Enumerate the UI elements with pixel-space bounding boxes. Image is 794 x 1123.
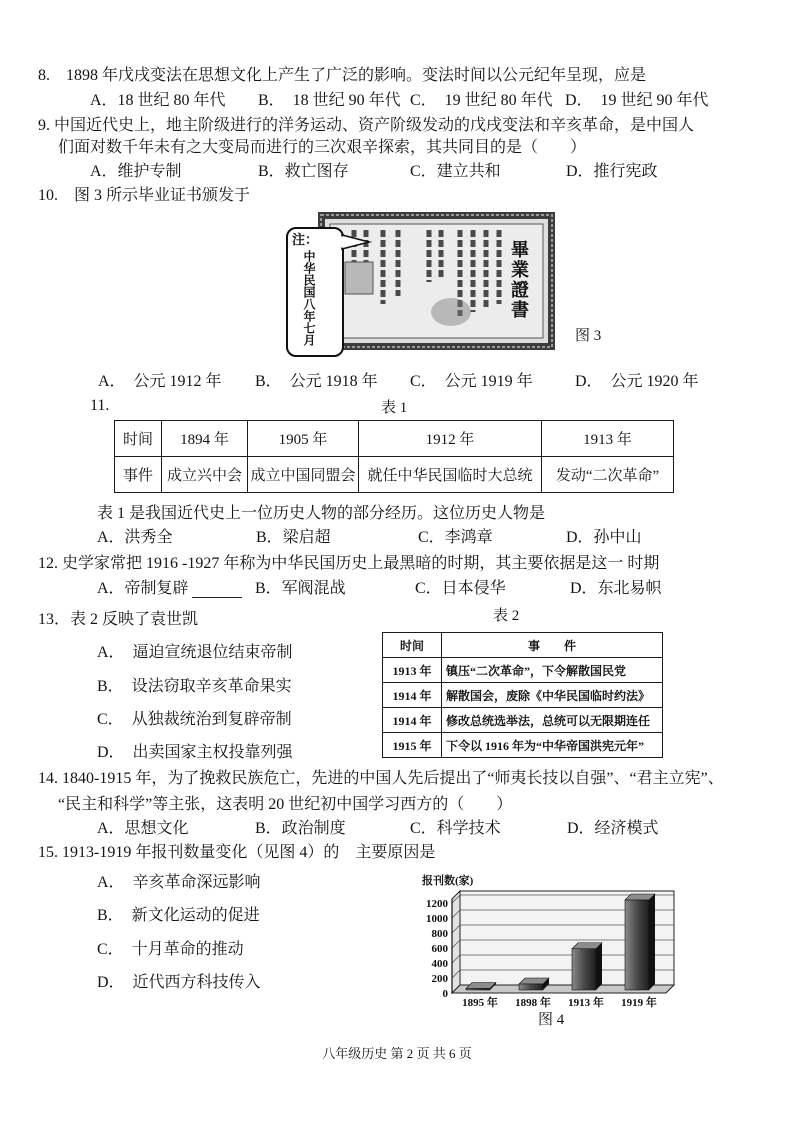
question-9-option-c: C．建立共和	[410, 163, 501, 180]
figure-4-caption: 图 4	[538, 1012, 565, 1028]
underline-blank	[192, 597, 242, 598]
table-2-row	[383, 683, 663, 708]
table-1-cell: 成立兴中会	[162, 457, 248, 493]
table-1-cell: 1912 年	[359, 421, 542, 457]
table-2-cell-event: 下令以 1916 年为“中华帝国洪宪元年”	[442, 733, 663, 758]
chart-y-tick-label: 800	[431, 928, 448, 940]
question-12-stem: 12. 史学家常把 1916 -1927 年称为中华民国历史上最黑暗的时期，其主要依据是这一 时期	[38, 555, 660, 572]
question-14-option-c: C．科学技术	[410, 820, 501, 837]
chart-y-tick-label: 1000	[426, 913, 448, 925]
question-13-option-c: C． 从独裁统治到复辟帝制	[97, 711, 292, 728]
question-15-option-c: C． 十月革命的推动	[97, 941, 244, 958]
table-2-header-time: 时间	[383, 633, 442, 658]
table-2-cell-event: 解散国会，废除《中华民国临时约法》	[442, 683, 663, 708]
chart-bar	[466, 989, 490, 991]
table-2-row	[383, 658, 663, 683]
question-13-option-a: A． 逼迫宣统退位结束帝制	[97, 644, 293, 661]
table-1-row-time	[115, 421, 674, 457]
table-1-cell: 时间	[115, 421, 162, 457]
table-2-row	[383, 733, 663, 758]
table-1-cell: 1905 年	[248, 421, 359, 457]
chart-bar	[572, 949, 596, 990]
question-10-stem: 10. 图 3 所示毕业证书颁发于	[38, 187, 251, 204]
certificate-photo	[345, 262, 373, 294]
chart-x-tick-label: 1919 年	[621, 997, 657, 1009]
question-9-option-a: A．维护专制	[90, 163, 182, 180]
question-15-option-b: B． 新文化运动的促进	[97, 907, 260, 924]
table-1-row-event	[115, 457, 674, 493]
question-15-option-a: A． 辛亥革命深远影响	[97, 874, 261, 891]
figure-3-caption: 图 3	[575, 328, 602, 344]
question-15-stem: 15. 1913-1919 年报刊数量变化（见图 4）的 主要原因是	[38, 844, 436, 861]
table-1-cell: 成立中国同盟会	[248, 457, 359, 493]
table-2-header-row	[383, 633, 663, 658]
chart-bar	[519, 984, 543, 990]
table-2-cell-time: 1914 年	[383, 708, 442, 733]
question-11-stem: 表 1 是我国近代史上一位历史人物的部分经历。这位历史人物是	[97, 505, 546, 522]
chart-y-tick-label: 600	[431, 943, 448, 955]
chart-side-wall	[452, 891, 460, 993]
question-9-option-b: B．救亡图存	[258, 163, 349, 180]
question-13-option-b: B． 设法窃取辛亥革命果实	[97, 678, 292, 695]
table-1	[114, 420, 674, 493]
table-2-cell-time: 1914 年	[383, 683, 442, 708]
certificate-note-date: 中华民国八年七月	[302, 250, 316, 346]
table-1-cell: 1894 年	[162, 421, 248, 457]
table-1-cell: 发动“二次革命”	[542, 457, 674, 493]
certificate-title: 畢業證書	[509, 240, 529, 320]
question-8-option-b: B． 18 世纪 90 年代	[258, 92, 401, 109]
chart-bar-side	[596, 943, 602, 990]
chart-y-tick-label: 200	[431, 973, 448, 985]
question-11-option-b: B．梁启超	[256, 529, 331, 546]
question-11-option-c: C．李鸿章	[418, 529, 493, 546]
chart-y-tick-label: 0	[442, 988, 448, 1000]
question-11-option-a: A．洪秀全	[97, 529, 173, 546]
table-1-cell: 1913 年	[542, 421, 674, 457]
question-12-option-c: C．日本侵华	[415, 580, 506, 597]
chart-x-tick-label: 1898 年	[515, 997, 551, 1009]
question-12-option-a: A．帝制复辟	[97, 580, 189, 597]
chart-bar	[625, 900, 649, 990]
table-1-cell: 就任中华民国临时大总统	[359, 457, 542, 493]
table-2-cell-event: 修改总统选举法，总统可以无限期连任	[442, 708, 663, 733]
question-8-option-a: A．18 世纪 80 年代	[90, 92, 226, 109]
question-14-option-d: D．经济模式	[567, 820, 659, 837]
table-2-cell-time: 1913 年	[383, 658, 442, 683]
table-2-cell-event: 镇压“二次革命”，下令解散国民党	[442, 658, 663, 683]
table-2	[382, 632, 663, 758]
question-14-stem-line-1: 14. 1840-1915 年，为了挽救民族危亡，先进的中国人先后提出了“师夷长技以自强”、“君主立宪”、	[38, 770, 724, 787]
newspaper-count-bar-chart	[400, 868, 690, 1018]
question-9-stem-line-2: 们面对数千年未有之大变局而进行的三次艰辛探索，其共同目的是（ ）	[58, 139, 587, 156]
question-13-stem: 13．表 2 反映了袁世凯	[38, 611, 199, 628]
chart-y-tick-label: 400	[431, 958, 448, 970]
question-12-option-d: D．东北易帜	[570, 580, 662, 597]
chart-x-tick-label: 1913 年	[568, 997, 604, 1009]
question-8-option-c: C． 19 世纪 80 年代	[410, 92, 553, 109]
question-10-option-c: C． 公元 1919 年	[410, 373, 533, 390]
chart-x-tick-label: 1895 年	[462, 997, 498, 1009]
question-14-stem-line-2: “民主和科学”等主张，这表明 20 世纪初中国学习西方的（ ）	[58, 796, 513, 813]
question-12-option-b: B．军阀混战	[255, 580, 346, 597]
question-8-option-d: D． 19 世纪 90 年代	[565, 92, 709, 109]
table-1-cell: 事件	[115, 457, 162, 493]
question-8-stem: 8. 1898 年戊戌变法在思想文化上产生了广泛的影响。变法时间以公元纪年呈现，应是	[38, 67, 647, 84]
table-2-caption: 表 2	[493, 608, 520, 624]
table-2-header-event: 事 件	[442, 633, 663, 658]
question-14-option-a: A．思想文化	[97, 820, 189, 837]
chart-bar-side	[649, 894, 655, 990]
question-10-option-d: D． 公元 1920 年	[575, 373, 699, 390]
question-14-option-b: B．政治制度	[255, 820, 346, 837]
question-10-option-b: B． 公元 1918 年	[255, 373, 378, 390]
page-footer: 八年级历史 第 2 页 共 6 页	[322, 1046, 472, 1061]
question-9-option-d: D．推行宪政	[566, 163, 658, 180]
certificate-stain	[431, 298, 471, 326]
question-15-option-d: D． 近代西方科技传入	[97, 974, 261, 991]
question-11-option-d: D．孙中山	[566, 529, 642, 546]
question-11-number: 11.	[90, 397, 110, 414]
table-2-cell-time: 1915 年	[383, 733, 442, 758]
question-9-stem-line-1: 9. 中国近代史上，地主阶级进行的洋务运动、资产阶级发动的戊戌变法和辛亥革命，是中国人	[38, 117, 695, 134]
certificate-note-label: 注：	[292, 232, 319, 247]
table-2-row	[383, 708, 663, 733]
question-10-option-a: A． 公元 1912 年	[98, 373, 222, 390]
chart-y-axis-label: 报刊数(家)	[422, 875, 474, 887]
chart-y-tick-label: 1200	[426, 898, 448, 910]
table-1-caption: 表 1	[381, 400, 408, 416]
question-13-option-d: D． 出卖国家主权投靠列强	[97, 744, 293, 761]
